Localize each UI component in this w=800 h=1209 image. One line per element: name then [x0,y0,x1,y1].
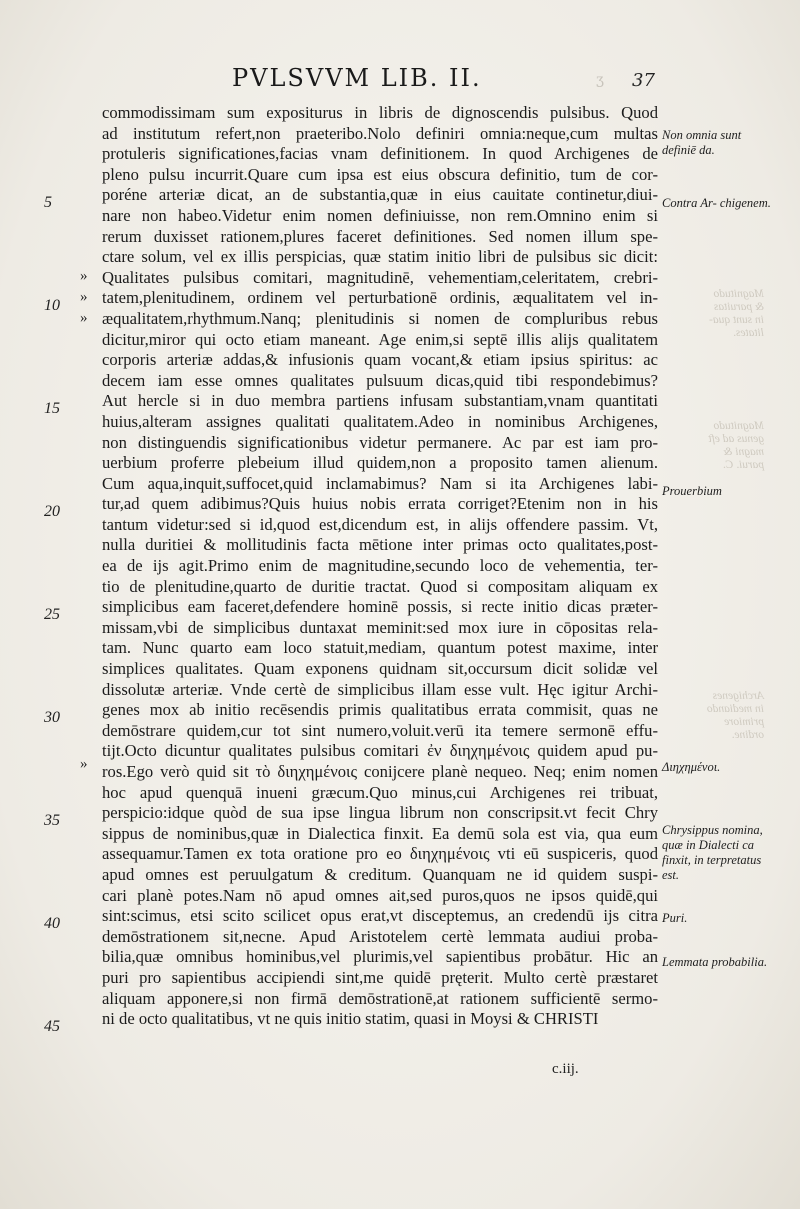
text-line: ros.Ego verò quid sit τὸ διηχημένοις conijcere planè nequeo. Neq; enim nomen [102,762,658,781]
text-line: tio de plenitudine,quarto de duritie tractat. Quod si compositam aliquam ex [102,576,658,596]
text-line: corporis arteriæ addas,& infusionis quam vocant,& etiam ipsius spiritus: ac [102,350,658,370]
text-line: simplicibus eam faceret,defendere hominē possis, si recte initio dicas præter- [102,597,658,617]
text-line: bilia,quæ omnibus hominibus,vel plurimis,vel sapientibus probātur. Hic an [102,947,658,967]
show-through-text: Magnitudo genus ad eft magni & parui. C. [708,420,764,471]
show-through-text: Magnitudo & paruitas in sunt qua- litates. [709,288,764,339]
text-line: Cum aqua,inquit,suffocet,quid inclamabimus? Nam si ita Archigenes labi- [102,473,658,493]
text-line: Qualitates pulsibus comitari, magnitudinē, vehementiam,celeritatem, crebri- [102,267,658,287]
quotation-mark: » [80,289,88,305]
show-through-text: Archigenes in mediando primiore ordine. [706,690,764,741]
text-line: ea de ijs agit.Primo enim de magnitudine,secundo loco de vehementia, ter- [102,556,658,576]
margin-note: Chrysippus nomina, quæ in Dialecti ca finxit, in terpretatus est. [662,823,763,882]
text-line: non distinguendis significationibus videtur permanere. Ac par est iam pro- [102,432,658,452]
text-line: dissolutæ arteriæ. Vnde certè de simplicibus illam esse vult. Hęc igitur Archi- [102,679,658,699]
page-header [0,62,800,98]
folio-number: 37 [632,70,655,91]
line-number: 30 [44,709,60,726]
text-line: simplices qualitates. Quam exponens quidnam sit,occursum dicit solidæ vel [102,659,658,679]
margin-note: Lemmata probabilia. [662,955,768,969]
text-line: rerum duxisset rationem,plures faceret definitiones. Sed nomen illum spe- [102,226,658,246]
text-line: sint:scimus, etsi scito scilicet opus erat,vt disceptemus, an credendū ijs citra [102,906,658,926]
text-line: perspicio:idque quòd de sua ipse lingua librum non conscripsit.vt fecit Chry [102,803,658,823]
margin-note: Prouerbium [662,484,722,498]
text-line: Aut hercle si in duo membra partiens infusam substantiam,vnam quantitati [102,391,658,411]
margin-note: Contra Ar- chigenem. [662,196,771,210]
line-number: 5 [44,194,52,211]
margin-note: Non omnia sunt definiē da. [662,128,742,157]
margin-note: Διηχημένοι. [662,760,721,774]
bleed-through-mark: ʒ [596,72,604,88]
text-line: ad institutum refert,non praeteribo.Nolo definiri omnia:neque,cum multas [102,123,658,143]
line-number: 35 [44,812,60,829]
text-line: sippus de nominibus,quæ in Dialectica finxit. Ea demū sola est via, qua eum [102,823,658,843]
text-line: æqualitatem,rhythmum.Nanq; plenitudinis si nomen de compluribus rebus [102,308,658,328]
text-line: huius,alteram assignes qualitati qualitatem.Adeo in nominibus Archigenes, [102,411,658,431]
main-text-block [102,103,658,1030]
quotation-mark: » [80,268,88,284]
text-line: assequamur.Tamen ex tota oratione pro eo διηχημένοις vti eū suspiceris, quod [102,844,658,864]
text-line: protuleris significationes,facias vnam definitionem. In quod Archigenes de [102,144,658,164]
line-number: 40 [44,915,60,932]
text-line: cari planè potes.Nam nō apud omnes ait,sed puros,quos ne ipsos quidē,qui [102,885,658,905]
quotation-mark: » [80,310,88,326]
text-line: tijt.Octo dicuntur qualitates pulsibus comitari ἐν διηχημένοις quidem apud pu- [102,741,658,761]
text-line: aliquam apponere,si non firmā demōstrationē,at rationem sufficientē sermo- [102,988,658,1008]
text-line: decem iam esse omnes qualitates pulsuum dicas,quid tibi respondebimus? [102,370,658,390]
line-number: 15 [44,400,60,417]
text-line: dicitur,miror qui octo etiam maneant. Age enim,si septē illis alijs qualitatem [102,329,658,349]
quotation-mark: » [80,756,88,772]
text-line: ctare solum, vel ex illis perspicias, quæ statim initio libri de pulsibus sic dicit: [102,247,658,267]
text-line: tatem,plenitudinem, ordinem vel perturbationē ordinis, æqualitatem vel in- [102,288,658,308]
text-line: commodissimam sum expositurus in libris de dignoscendis pulsibus. Quod [102,103,658,122]
text-line: nare non habeo.Videtur enim nomen definiuisse, non rem.Omnino enim si [102,205,658,225]
text-line: demōstrationem sit,necne. Apud Aristotelem certè lemmata audiui proba- [102,926,658,946]
running-title: PVLSVVM LIB. II. [232,64,482,92]
text-line: tam. Nunc quarto eam loco statuit,mediam, quantum potest maxime, inter [102,638,658,658]
text-line: genes mox ab initio recēsendis primis qualitatibus errata commisit, quas ne [102,700,658,720]
text-line: puri pro sapientibus accipiendi sint,me quidē pręterit. Multo certè præstaret [102,967,658,987]
line-number: 45 [44,1018,60,1035]
margin-note: Puri. [662,911,688,925]
text-line: demōstrare quidem,cur tot sint numero,voluit.verū ita temere sermonē effu- [102,720,658,740]
text-line: tantum videtur:sed si id,quod est,dicendum est, in alijs offendere passim. Vt, [102,514,658,534]
text-line: nulla duritiei & mollitudinis facta mētione inter primas octo qualitates,post- [102,535,658,555]
signature-mark: c.iij. [552,1061,579,1077]
text-line: missam,vbi de simplicibus duntaxat meminit:sed mox iure in cōpositas rela- [102,617,658,637]
line-number: 20 [44,503,60,520]
text-line: ni de octo qualitatibus, vt ne quis initio statim, quasi in Moysi & CHRISTI [102,1009,599,1029]
text-line: apud omnes est peruulgatum & creditum. Quanquam ne id quidem suspi- [102,864,658,884]
line-number: 10 [44,297,60,314]
text-line: pleno pulsu incurrit.Quare cum ipsa est eius obscura definitio, tum de cor- [102,164,658,184]
text-line: uerbium proferre plebeium illud quidem,non a proposito tamen alienum. [102,453,658,473]
text-line: poréne arteriæ dicat, an de substantia,quæ in eius cauitate continetur,diui- [102,185,658,205]
text-line: tur,ad quem adibimus?Quis huius nobis errata corriget?Etenim non in his [102,494,658,514]
text-line: hoc apud quenquā inueni græcum.Quo minus,cui Archigenes rei tribuat, [102,782,658,802]
line-number: 25 [44,606,60,623]
